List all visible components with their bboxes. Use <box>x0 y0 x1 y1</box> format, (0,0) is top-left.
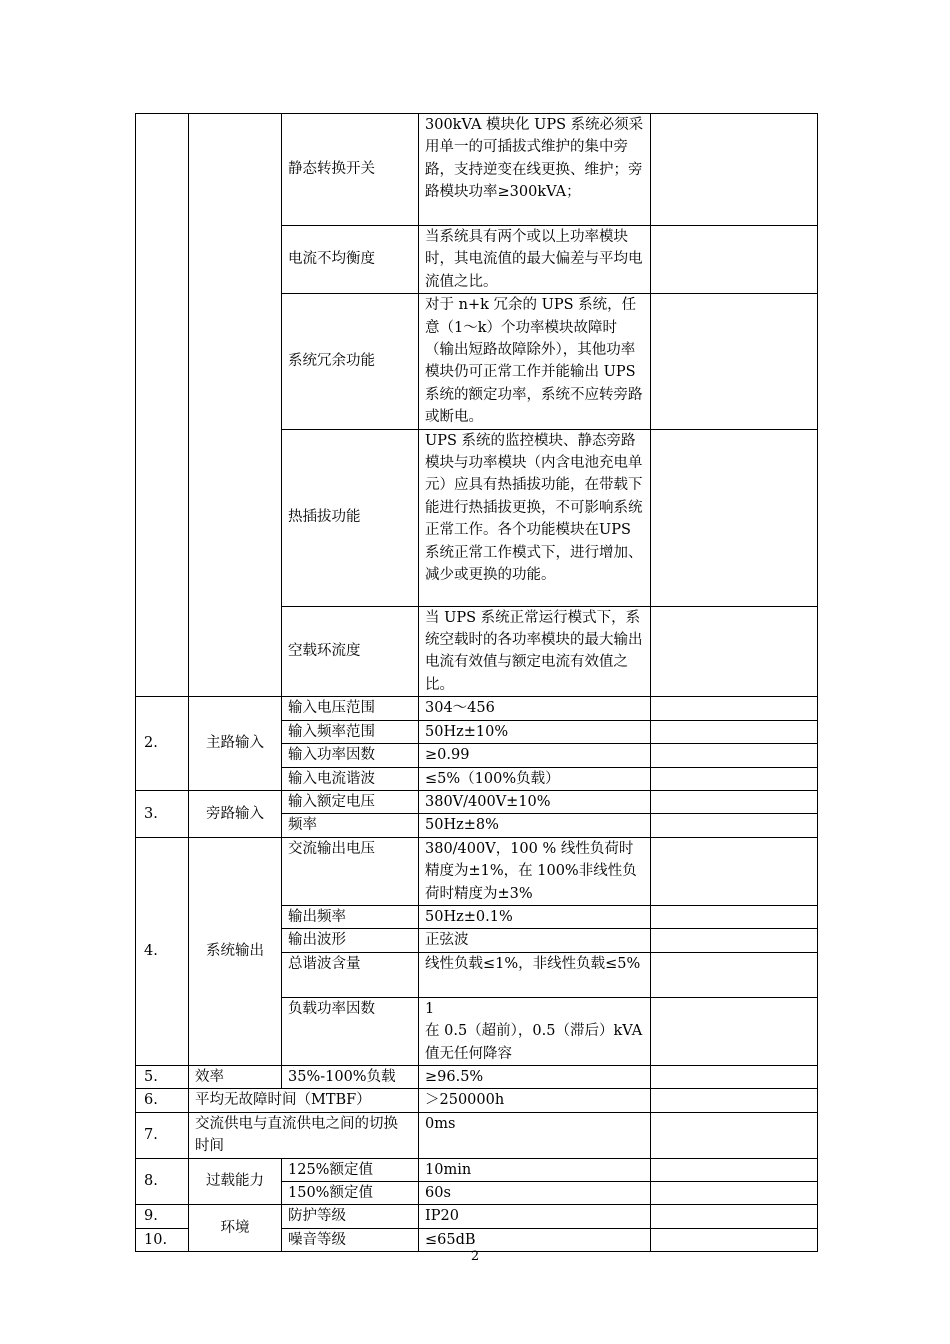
remark <box>651 429 818 606</box>
requirement: ≥0.99 <box>419 744 651 767</box>
sub-item: 输出频率 <box>282 905 419 928</box>
requirement: ≤5%（100%负载） <box>419 767 651 790</box>
requirement: ≥96.5% <box>419 1065 651 1088</box>
item-number: 3. <box>136 790 189 837</box>
requirement: 正弦波 <box>419 929 651 952</box>
table-row <box>136 837 818 905</box>
remark <box>651 929 818 952</box>
requirement: 50Hz±8% <box>419 814 651 837</box>
requirement: 线性负载≤1%，非线性负载≤5% <box>419 952 651 997</box>
item-name: 交流供电与直流供电之间的切换时间 <box>189 1112 419 1158</box>
requirement: 当系统具有两个或以上功率模块时，其电流值的最大偏差与平均电流值之比。 <box>419 226 651 294</box>
item-number: 8. <box>136 1158 189 1205</box>
item-number <box>136 114 189 697</box>
remark <box>651 226 818 294</box>
sub-item: 防护等级 <box>282 1205 419 1228</box>
item-name: 环境 <box>189 1205 282 1252</box>
table-row <box>136 1065 818 1088</box>
spec-table <box>135 113 818 1252</box>
sub-item: 热插拔功能 <box>282 429 419 606</box>
sub-item: 35%-100%负载 <box>282 1065 419 1088</box>
requirement <box>419 997 651 1065</box>
remark <box>651 837 818 905</box>
sub-item: 噪音等级 <box>282 1228 419 1251</box>
item-number: 10. <box>136 1228 189 1251</box>
requirement: 304～456 <box>419 697 651 720</box>
sub-item: 静态转换开关 <box>282 114 419 226</box>
remark <box>651 1158 818 1181</box>
sub-item: 空载环流度 <box>282 606 419 697</box>
remark <box>651 1089 818 1112</box>
item-number: 2. <box>136 697 189 791</box>
requirement: 0ms <box>419 1112 651 1158</box>
table-row <box>136 1089 818 1112</box>
remark <box>651 744 818 767</box>
requirement: 50Hz±0.1% <box>419 905 651 928</box>
remark <box>651 767 818 790</box>
item-number: 5. <box>136 1065 189 1088</box>
sub-item: 总谐波含量 <box>282 952 419 997</box>
sub-item: 输入额定电压 <box>282 790 419 813</box>
requirement: UPS 系统的监控模块、静态旁路模块与功率模块（内含电池充电单元）应具有热插拔功能，在带载下能进行热插拔更换，不可影响系统正常工作。各个功能模块在UPS 系统正常工作模式下，进行增加、减少或更换的功能。 <box>419 429 651 606</box>
item-number: 9. <box>136 1205 189 1228</box>
sub-item: 系统冗余功能 <box>282 294 419 429</box>
item-number: 7. <box>136 1112 189 1158</box>
sub-item: 输出波形 <box>282 929 419 952</box>
item-name: 平均无故障时间（MTBF） <box>189 1089 419 1112</box>
remark <box>651 1065 818 1088</box>
item-name: 过载能力 <box>189 1158 282 1205</box>
table-row <box>136 697 818 720</box>
remark <box>651 294 818 429</box>
table-row <box>136 114 818 226</box>
remark <box>651 1205 818 1228</box>
item-name: 效率 <box>189 1065 282 1088</box>
item-name <box>189 114 282 697</box>
item-name: 主路输入 <box>189 697 282 791</box>
item-name: 旁路输入 <box>189 790 282 837</box>
table-row <box>136 790 818 813</box>
sub-item: 电流不均衡度 <box>282 226 419 294</box>
requirement: 当 UPS 系统正常运行模式下，系统空载时的各功率模块的最大输出电流有效值与额定电流有效值之比。 <box>419 606 651 697</box>
remark <box>651 997 818 1065</box>
requirement: 10min <box>419 1158 651 1181</box>
sub-item: 频率 <box>282 814 419 837</box>
remark <box>651 952 818 997</box>
table-row <box>136 1158 818 1181</box>
requirement: 50Hz±10% <box>419 720 651 743</box>
requirement-line: 1 <box>425 1000 435 1017</box>
sub-item: 输入功率因数 <box>282 744 419 767</box>
table-row <box>136 1205 818 1228</box>
sub-item: 输入频率范围 <box>282 720 419 743</box>
remark <box>651 114 818 226</box>
sub-item: 150%额定值 <box>282 1182 419 1205</box>
sub-item: 输入电压范围 <box>282 697 419 720</box>
requirement: 300kVA 模块化 UPS 系统必须采用单一的可插拔式维护的集中旁路，支持逆变在线更换、维护；旁路模块功率≥300kVA； <box>419 114 651 226</box>
remark <box>651 790 818 813</box>
sub-item: 输入电流谐波 <box>282 767 419 790</box>
requirement: 380/400V，100 % 线性负荷时精度为±1%，在 100%非线性负荷时精度为±3% <box>419 837 651 905</box>
item-number: 4. <box>136 837 189 1065</box>
sub-item: 负载功率因数 <box>282 997 419 1065</box>
requirement: IP20 <box>419 1205 651 1228</box>
remark <box>651 905 818 928</box>
requirement: 60s <box>419 1182 651 1205</box>
requirement: ＞250000h <box>419 1089 651 1112</box>
remark <box>651 814 818 837</box>
item-number: 6. <box>136 1089 189 1112</box>
remark <box>651 1182 818 1205</box>
requirement-line: 在 0.5（超前），0.5（滞后）kVA 值无任何降容 <box>425 1023 643 1062</box>
sub-item: 125%额定值 <box>282 1158 419 1181</box>
item-name: 系统输出 <box>189 837 282 1065</box>
table-row <box>136 1112 818 1158</box>
remark <box>651 697 818 720</box>
requirement: 380V/400V±10% <box>419 790 651 813</box>
remark <box>651 606 818 697</box>
sub-item: 交流输出电压 <box>282 837 419 905</box>
page-number: 2 <box>470 1249 480 1264</box>
remark <box>651 720 818 743</box>
requirement: 对于 n+k 冗余的 UPS 系统，任意（1～k）个功率模块故障时（输出短路故障除外），其他功率模块仍可正常工作并能输出 UPS 系统的额定功率，系统不应转旁路或断电。 <box>419 294 651 429</box>
requirement: ≤65dB <box>419 1228 651 1251</box>
remark <box>651 1112 818 1158</box>
